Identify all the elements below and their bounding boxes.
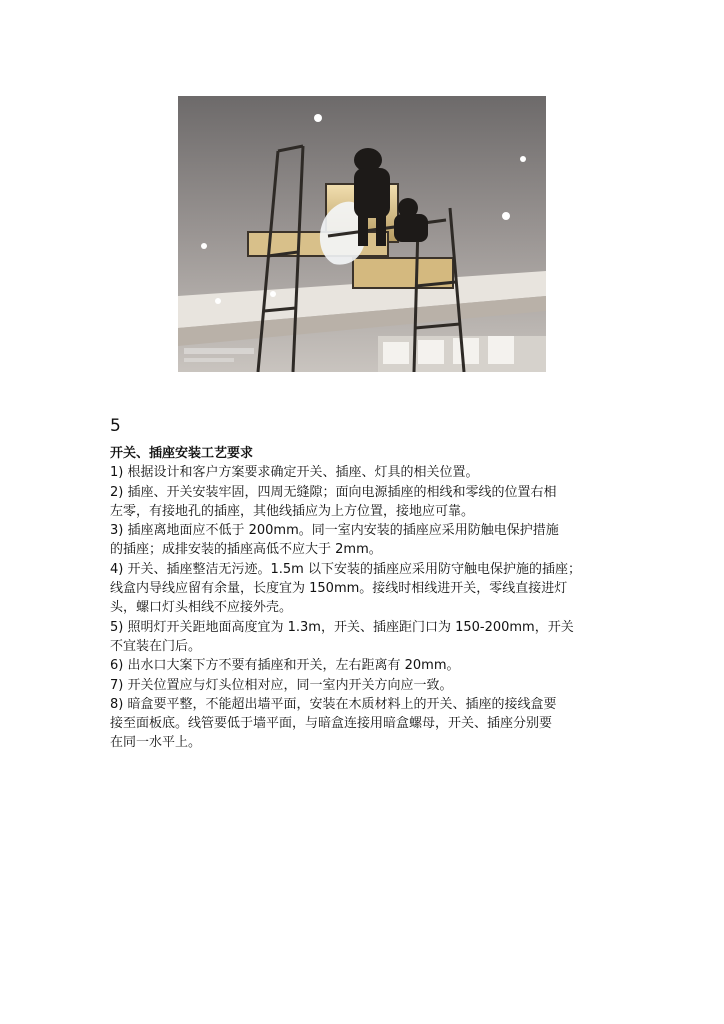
text-line: 在同一水平上。 <box>110 735 202 751</box>
section-number: 5 <box>110 416 121 436</box>
text-line: 4) 开关、插座整洁无污迹。1.5m 以下安装的插座应采用防守触电保护施的插座； <box>110 561 581 577</box>
text-line: 1) 根据设计和客户方案要求确定开关、插座、灯具的相关位置。 <box>110 465 479 481</box>
text-line: 8) 暗盒要平整，不能超出墙平面，安装在木质材料上的开关、插座的接线盒要 <box>110 696 557 712</box>
section-title: 开关、插座安装工艺要求 <box>110 446 254 461</box>
construction-photo <box>178 96 546 372</box>
text-line: 5) 照明灯开关距地面高度宜为 1.3m，开关、插座距门口为 150-200mm，开关 <box>110 619 574 635</box>
article-body <box>110 444 630 753</box>
text-line: 不宜装在门后。 <box>110 638 202 654</box>
text-line: 的插座；成排安装的插座高低不应大于 2mm。 <box>110 542 382 558</box>
text-line: 接至面板底。线管要低于墙平面，与暗盒连接用暗盒螺母，开关、插座分别要 <box>110 716 553 732</box>
text-line: 3) 插座离地面应不低于 200mm。同一室内安装的插座应采用防触电保护措施 <box>110 523 559 539</box>
text-line: 2) 插座、开关安装牢固，四周无缝隙；面向电源插座的相线和零线的位置右相 <box>110 484 557 500</box>
text-line: 6) 出水口大案下方不要有插座和开关，左右距离有 20mm。 <box>110 658 460 674</box>
text-line: 头，螺口灯头相线不应接外壳。 <box>110 600 293 616</box>
text-line: 左零，有接地孔的插座，其他线插应为上方位置，接地应可靠。 <box>110 503 475 519</box>
text-line: 线盒内导线应留有余量，长度宜为 150mm。接线时相线进开关，零线直接进灯 <box>110 581 568 597</box>
text-line: 7) 开关位置应与灯头位相对应，同一室内开关方向应一致。 <box>110 677 453 693</box>
ceiling-scene <box>178 96 546 372</box>
